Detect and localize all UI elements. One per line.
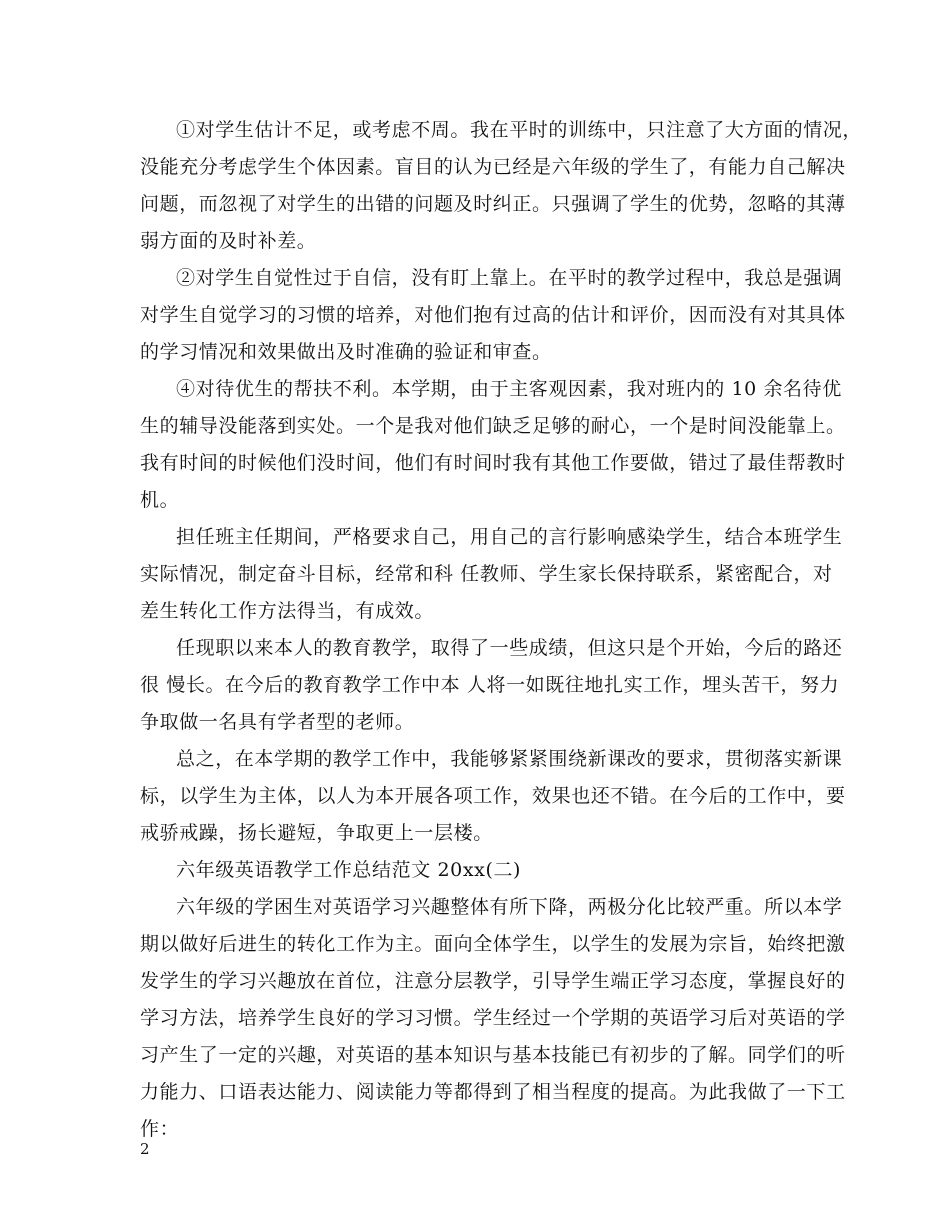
paragraph-3 (140, 371, 846, 519)
text-line: 六年级的学困生对英语学习兴趣整体有所下降，两极分化比较严重。所以本学 (176, 896, 843, 918)
text-line: 作： (140, 1118, 180, 1140)
page-number: 2 (140, 1140, 150, 1158)
text-line: 标，以学生为主体，以人为本开展各项工作，效果也还不错。在今后的工作中，要 (140, 785, 846, 807)
text-line: 生的辅导没能落到实处。一个是我对他们缺乏足够的耐心，一个是时间没能靠上。 (140, 415, 846, 437)
text-line: 我有时间的时候他们没时间，他们有时间时我有其他工作要做，错过了最佳帮教时 (140, 452, 846, 474)
text-line: ①对学生估计不足，或考虑不周。我在平时的训练中，只注意了大方面的情况， (176, 119, 863, 141)
text-line: 任现职以来本人的教育教学，取得了一些成绩，但这只是个开始，今后的路还 (176, 637, 843, 659)
paragraph-5 (140, 630, 843, 741)
paragraph-1 (140, 112, 863, 260)
text-line: 发学生的学习兴趣放在首位，注意分层教学，引导学生端正学习态度，掌握良好的 (140, 970, 846, 992)
text-line: 差生转化工作方法得当，有成效。 (140, 600, 435, 622)
text-line: 对学生自觉学习的习惯的培养，对他们抱有过高的估计和评价，因而没有对其具体 (140, 304, 846, 326)
text-line: 担任班主任期间，严格要求自己，用自己的言行影响感染学生，结合本班学生 (176, 526, 843, 548)
text-line: 没能充分考虑学生个体因素。盲目的认为已经是六年级的学生了，有能力自己解决 (140, 156, 846, 178)
text-line: 戒骄戒躁，扬长避短，争取更上一层楼。 (140, 822, 493, 844)
text-line: 习产生了一定的兴趣，对英语的基本知识与基本技能已有初步的了解。同学们的听 (140, 1044, 846, 1066)
paragraph-4 (140, 519, 843, 630)
heading-text: 六年级英语教学工作总结范文 20xx(二) (176, 859, 522, 881)
text-line: 实际情况，制定奋斗目标，经常和科 任教师、学生家长保持联系，紧密配合，对 (140, 563, 833, 585)
text-line: 问题，而忽视了对学生的出错的问题及时纠正。只强调了学生的优势，忽略的其薄 (140, 193, 846, 215)
paragraph-2 (140, 260, 846, 371)
document-body (140, 112, 863, 1148)
text-line: 力能力、口语表达能力、阅读能力等都得到了相当程度的提高。为此我做了一下工 (140, 1081, 846, 1103)
text-line: ②对学生自觉性过于自信，没有盯上靠上。在平时的教学过程中，我总是强调 (176, 267, 843, 289)
text-line: ④对待优生的帮扶不利。本学期，由于主客观因素，我对班内的 10 余名待优 (176, 378, 842, 400)
text-line: 期以做好后进生的转化工作为主。面向全体学生，以学生的发展为宗旨，始终把激 (140, 933, 846, 955)
paragraph-7 (140, 889, 846, 1148)
text-line: 总之，在本学期的教学工作中，我能够紧紧围绕新课改的要求，贯彻落实新课 (176, 748, 843, 770)
paragraph-6 (140, 741, 846, 852)
text-line: 很 慢长。在今后的教育教学工作中本 人将一如既往地扎实工作，埋头苦干，努力 (140, 674, 840, 696)
section-heading (140, 852, 812, 889)
text-line: 弱方面的及时补差。 (140, 230, 317, 252)
text-line: 机。 (140, 489, 180, 511)
text-line: 争取做一名具有学者型的老师。 (140, 711, 415, 733)
text-line: 学习方法，培养学生良好的学习习惯。学生经过一个学期的英语学习后对英语的学 (140, 1007, 846, 1029)
text-line: 的学习情况和效果做出及时准确的验证和审查。 (140, 341, 552, 363)
